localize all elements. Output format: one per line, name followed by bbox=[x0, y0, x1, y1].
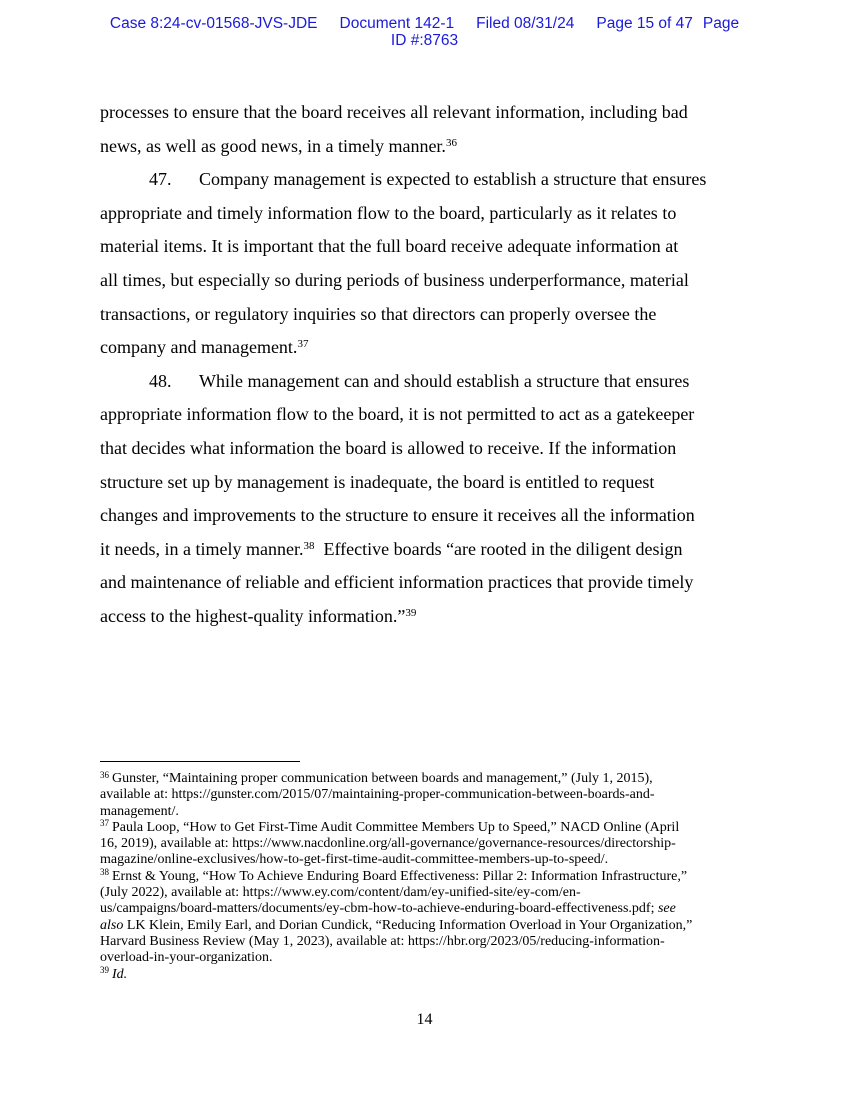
footnote-separator bbox=[100, 761, 300, 762]
filed-date: Filed 08/31/24 bbox=[476, 15, 575, 32]
text-line: it needs, in a timely manner.$^{38}$ Effective boards “are rooted in the diligent design bbox=[100, 538, 683, 559]
footnote-number: 36 bbox=[100, 769, 109, 780]
document-number: Document 142-1 bbox=[339, 15, 455, 32]
page-count: Page 15 of 47 bbox=[596, 15, 693, 32]
footnote-number: 37 bbox=[100, 818, 109, 829]
page-label: Page bbox=[702, 15, 740, 32]
text-line: appropriate information flow to the board, it is not permitted to act as a gatekeeper bbox=[100, 404, 695, 425]
case-number: Case 8:24-cv-01568-JVS-JDE bbox=[109, 15, 318, 32]
paragraph-47-line: 47. Company management is expected to establish a structure that ensures bbox=[100, 163, 760, 197]
footnote-ref: 36 bbox=[445, 136, 457, 149]
page-id: ID #:8763 bbox=[390, 32, 459, 49]
paragraph-48-line: 48. While management can and should establish a structure that ensures bbox=[100, 365, 760, 399]
text-line: that decides what information the board is allowed to receive. If the information bbox=[100, 437, 677, 458]
page-number: 14 bbox=[416, 1011, 433, 1028]
text-line: all times, but especially so during periods of business underperformance, material bbox=[100, 269, 689, 290]
footnote-ref: 37 bbox=[297, 338, 309, 351]
header-line-1 bbox=[0, 15, 849, 32]
text-line: news, as well as good news, in a timely manner.$^{36}$ bbox=[100, 135, 457, 156]
text-line: appropriate and timely information flow to the board, particularly as it relates to bbox=[100, 202, 677, 223]
text-line: material items. It is important that the full board receive adequate information at bbox=[100, 236, 679, 257]
text-line: transactions, or regulatory inquiries so that directors can properly oversee the bbox=[100, 303, 657, 324]
text-line: access to the highest-quality information.”$^{39}$ bbox=[100, 605, 417, 626]
text-line: and maintenance of reliable and efficient information practices that provide timely bbox=[100, 572, 694, 593]
footnote-number: 38 bbox=[100, 867, 109, 878]
footnote-ref: 38 bbox=[303, 539, 315, 552]
footnote-38: $^{38}$ Ernst & Young, “How To Achieve Enduring Board Effectiveness: Pillar 2: Information Infrastructure,” (July 2022), available at: https://www.ey.com/content/dam/ey-unified-site/ey-com/en- us/campaigns/board-matters/documents/ey-cbm-how-to-achieve-enduring-board-effectiveness.pdf; see also LK Klein, Emily Earl, and Dorian Cundick, “Reducing Information Overload in Your Organization,” Harvard Business Review (May 1, 2023), available at: https://hbr.org/2023/05/reducing-information- overload-in-your-organization. bbox=[100, 867, 693, 966]
document-header bbox=[0, 15, 849, 49]
text-line: processes to ensure that the board receives all relevant information, including bad bbox=[100, 102, 688, 122]
body-text bbox=[100, 96, 760, 634]
text-line: structure set up by management is inadequate, the board is entitled to request bbox=[100, 471, 655, 492]
footnote-number: 39 bbox=[100, 965, 109, 976]
text-line: company and management.$^{37}$ bbox=[100, 337, 309, 358]
paragraph-number: 48. bbox=[149, 370, 172, 391]
footnote-ref: 39 bbox=[405, 606, 417, 619]
footnote-37: $^{37}$ Paula Loop, “How to Get First-Time Audit Committee Members Up to Speed,” NACD Online (April 16, 2019), available at: https://www.nacdonline.org/all-governance/governance-resources/directorship- magazine/online-exclusives/how-to-get-first-time-audit-committee-members-up-to-speed/. bbox=[100, 818, 680, 868]
paragraph-number: 47. bbox=[149, 169, 172, 190]
footnotes bbox=[100, 771, 760, 983]
footnote-39: $^{39}$ Id. bbox=[100, 965, 128, 982]
footnote-36: $^{36}$ Gunster, “Maintaining proper communication between boards and management,” (July 1, 2015), available at: https://gunster.com/2015/07/maintaining-proper-communication-between-boards-and- management/. bbox=[100, 769, 655, 819]
text-line: changes and improvements to the structure to ensure it receives all the information bbox=[100, 505, 695, 526]
